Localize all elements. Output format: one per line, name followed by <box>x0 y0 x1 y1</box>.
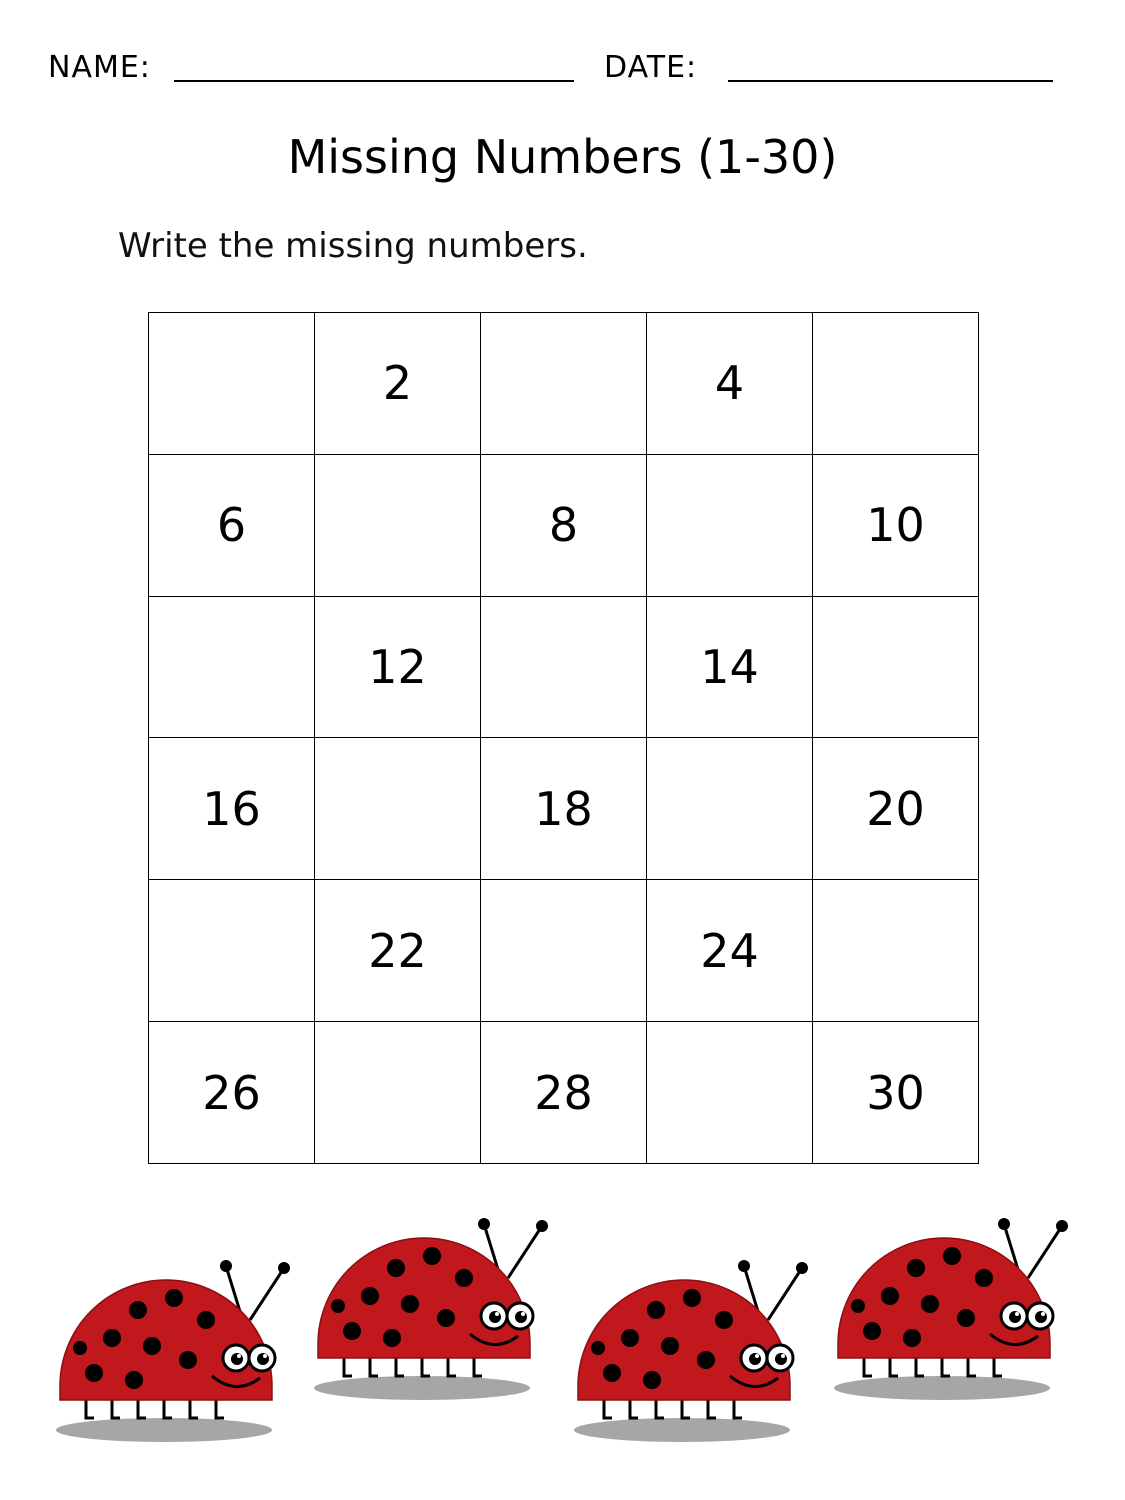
grid-cell[interactable] <box>647 454 813 596</box>
number-grid <box>148 312 979 1164</box>
grid-cell[interactable]: 28 <box>481 1022 647 1164</box>
grid-cell[interactable]: 22 <box>315 880 481 1022</box>
grid-cell[interactable]: 24 <box>647 880 813 1022</box>
grid-cell[interactable] <box>315 738 481 880</box>
ladybug-icon <box>56 1260 290 1442</box>
page-title: Missing Numbers (1-30) <box>287 130 838 184</box>
grid-cell[interactable] <box>647 738 813 880</box>
header <box>48 46 1068 94</box>
grid-cell[interactable] <box>149 880 315 1022</box>
ladybug-decoration <box>0 1190 1125 1490</box>
grid-cell[interactable]: 8 <box>481 454 647 596</box>
grid-cell[interactable] <box>813 880 979 1022</box>
grid-cell[interactable] <box>647 1022 813 1164</box>
grid-cell[interactable]: 26 <box>149 1022 315 1164</box>
grid-cell[interactable] <box>149 596 315 738</box>
grid-cell[interactable]: 10 <box>813 454 979 596</box>
grid-cell[interactable] <box>149 313 315 455</box>
grid-row <box>149 738 979 880</box>
grid-cell[interactable] <box>481 880 647 1022</box>
grid-cell[interactable] <box>813 596 979 738</box>
ladybug-row <box>0 1190 1125 1490</box>
grid-cell[interactable]: 18 <box>481 738 647 880</box>
grid-cell[interactable]: 4 <box>647 313 813 455</box>
date-field[interactable] <box>728 80 1053 82</box>
grid-row <box>149 880 979 1022</box>
grid-cell[interactable]: 20 <box>813 738 979 880</box>
name-field[interactable] <box>174 80 574 82</box>
grid-row <box>149 313 979 455</box>
grid-row <box>149 1022 979 1164</box>
grid-cell[interactable]: 12 <box>315 596 481 738</box>
grid-cell[interactable] <box>315 1022 481 1164</box>
grid-row <box>149 454 979 596</box>
instructions: Write the missing numbers. <box>118 226 588 266</box>
grid-cell[interactable]: 30 <box>813 1022 979 1164</box>
grid-cell[interactable] <box>481 596 647 738</box>
grid-cell[interactable]: 6 <box>149 454 315 596</box>
grid-cell[interactable] <box>481 313 647 455</box>
ladybug-icon <box>834 1218 1068 1400</box>
grid-cell[interactable] <box>813 313 979 455</box>
ladybug-icon <box>574 1260 808 1442</box>
grid-cell[interactable]: 16 <box>149 738 315 880</box>
date-label: DATE: <box>604 50 698 85</box>
grid-cell[interactable]: 2 <box>315 313 481 455</box>
grid-row <box>149 596 979 738</box>
ladybug-icon <box>314 1218 548 1400</box>
grid-cell[interactable]: 14 <box>647 596 813 738</box>
name-label: NAME: <box>48 50 151 85</box>
grid-cell[interactable] <box>315 454 481 596</box>
